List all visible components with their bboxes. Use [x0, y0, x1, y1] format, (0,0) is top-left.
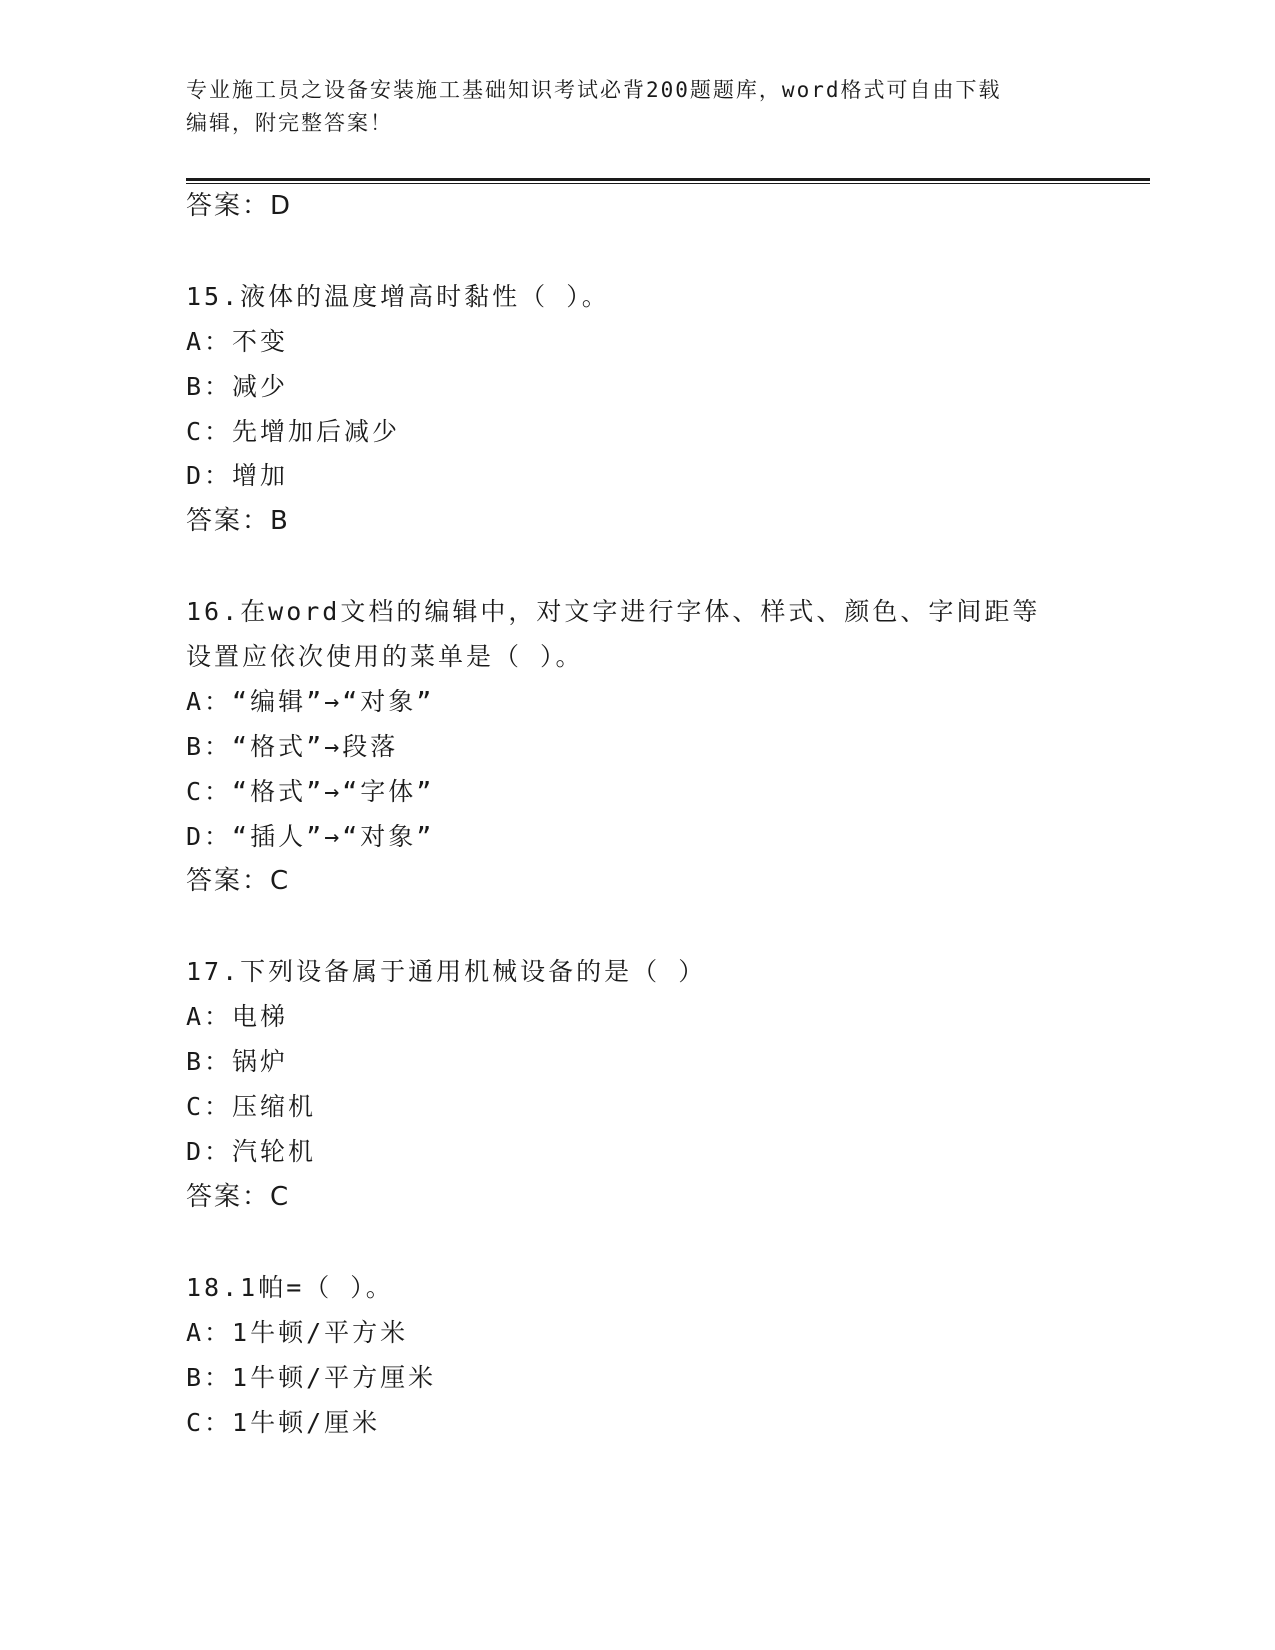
- question-17-answer: 答案：C: [186, 1182, 291, 1212]
- header-divider-thick: [186, 178, 1150, 181]
- document-header: [186, 74, 1066, 140]
- question-17-option-c: C：压缩机: [186, 1092, 317, 1121]
- question-17-option-d: D：汽轮机: [186, 1137, 317, 1166]
- header-divider-thin: [186, 183, 1150, 184]
- header-title-line-1: 专业施工员之设备安装施工基础知识考试必背200题题库，word格式可自由下载: [186, 78, 1002, 102]
- question-18-option-b: B：1牛顿/平方厘米: [186, 1363, 437, 1392]
- question-16-option-a: A：“编辑”→“对象”: [186, 687, 435, 716]
- question-18-stem: 18.1帕=（ ）。: [186, 1273, 394, 1302]
- question-18-option-a: A：1牛顿/平方米: [186, 1318, 409, 1347]
- previous-answer: 答案：D: [186, 191, 293, 221]
- header-title-line-2: 编辑，附完整答案！: [186, 111, 393, 135]
- question-18-option-c: C：1牛顿/厘米: [186, 1408, 381, 1437]
- question-15-option-a: A：不变: [186, 327, 289, 356]
- question-17-stem: 17.下列设备属于通用机械设备的是（ ）: [186, 957, 707, 986]
- question-15-answer: 答案：B: [186, 506, 290, 536]
- question-17-option-a: A：电梯: [186, 1002, 289, 1031]
- question-16-stem-line-2: 设置应依次使用的菜单是（ ）。: [186, 642, 584, 671]
- question-15-option-c: C：先增加后减少: [186, 417, 401, 446]
- question-16-option-d: D：“插人”→“对象”: [186, 822, 435, 851]
- question-16-option-b: B：“格式”→段落: [186, 732, 399, 761]
- question-15-stem: 15.液体的温度增高时黏性（ ）。: [186, 282, 610, 311]
- question-15-option-b: B：减少: [186, 372, 289, 401]
- question-16-option-c: C：“格式”→“字体”: [186, 777, 435, 806]
- question-16-stem-line-1: 16.在word文档的编辑中，对文字进行字体、样式、颜色、字间距等: [186, 597, 1041, 626]
- question-16-answer: 答案：C: [186, 866, 291, 896]
- question-17-option-b: B：锅炉: [186, 1047, 289, 1076]
- question-15-option-d: D：增加: [186, 461, 289, 490]
